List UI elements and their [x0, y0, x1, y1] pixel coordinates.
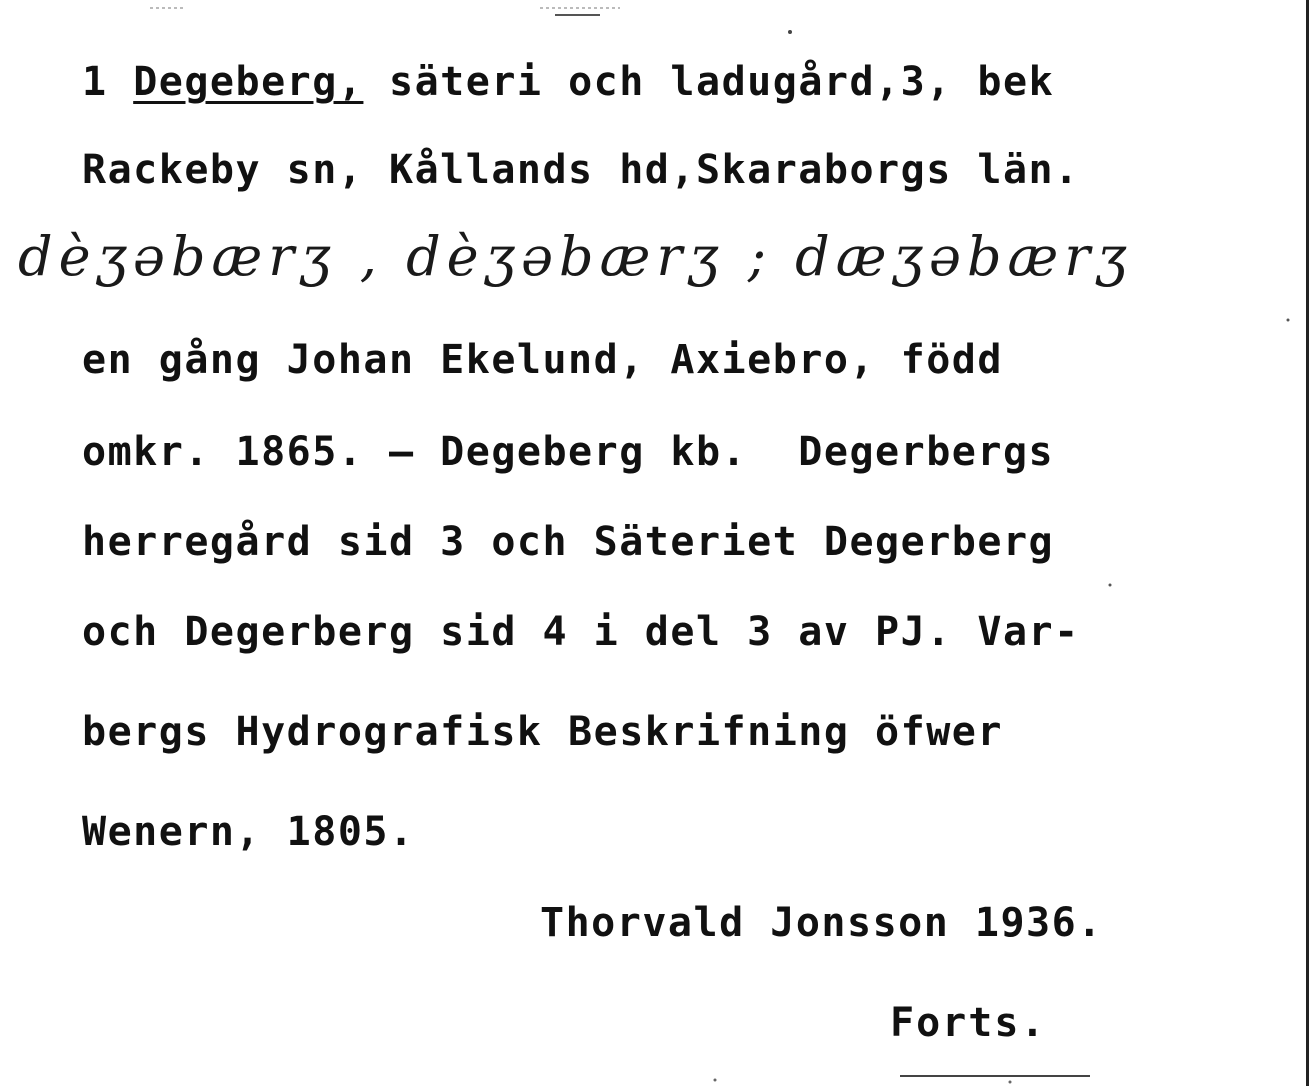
entry-line-8: bergs Hydrografisk Beskrifning öfwer — [82, 709, 1003, 755]
entry-line-6: herregård sid 3 och Säteriet Degerberg — [82, 519, 1055, 565]
continued-marker: Forts. — [890, 1000, 1047, 1046]
entry-line-9: Wenern, 1805. — [82, 809, 415, 855]
entry-line-2: Rackeby sn, Kållands hd,Skaraborgs län. — [82, 147, 1080, 193]
phonetic-transcription: dèʒəbærʒ , dèʒəbærʒ ; dæʒəbærʒ — [18, 225, 1133, 288]
entry-line-7: och Degerberg sid 4 i del 3 av PJ. Var- — [82, 609, 1080, 655]
author-signature: Thorvald Jonsson 1936. — [540, 900, 1103, 946]
entry-number: 1 — [82, 59, 108, 105]
entry-line-5: omkr. 1865. — Degeberg kb. Degerbergs — [82, 429, 1055, 475]
place-name: Degeberg, — [133, 59, 364, 105]
entry-line-1-rest: säteri och ladugård,3, bek — [363, 59, 1055, 105]
entry-line-4: en gång Johan Ekelund, Axiebro, född — [82, 337, 1003, 383]
